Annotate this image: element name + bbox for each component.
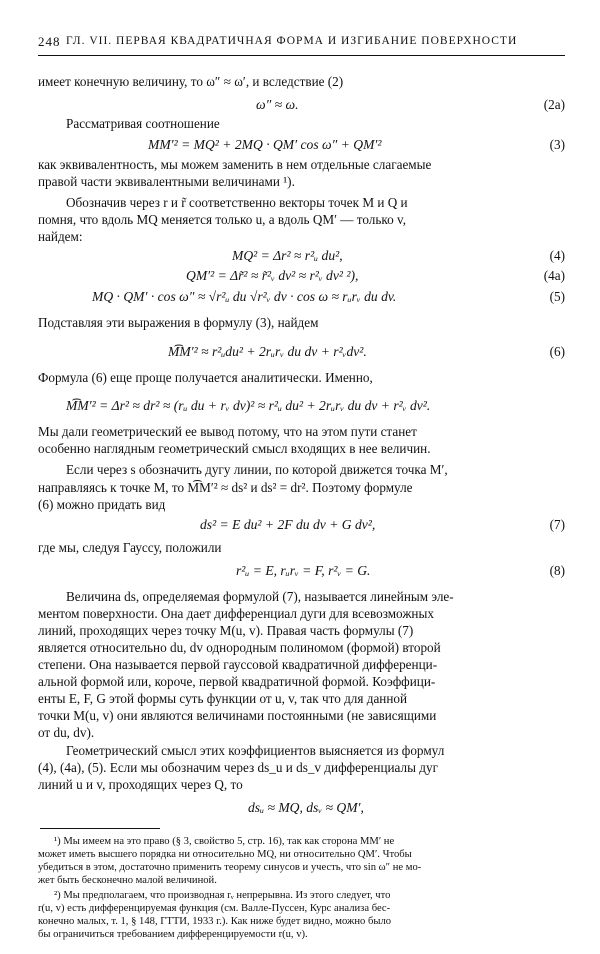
text-line: енты E, F, G этой формы суть функции от u, v, так что для данной [38,691,408,706]
page-number: 248 [38,34,61,49]
text-line: Рассматривая соотношение [66,116,220,131]
equation-arc-elements: dsᵤ ≈ MQ, dsᵥ ≈ QM′, [248,800,364,815]
text-line: Подставляя эти выражения в формулу (3), найдем [38,315,319,330]
equation-number: (4) [549,248,565,263]
text-line: найдем: [38,229,83,244]
text-line: Если через s обозначить дугу линии, по которой движется точка M′, [66,462,448,477]
text-line: точки M(u, v) они являются величинами постоянными (не зависящими [38,708,437,723]
equation-number: (7) [549,517,565,532]
text-line: степени. Она называется первой гауссовой квадратичной дифференци- [38,657,438,672]
footnote-line: жет быть бесконечно малой величиной. [38,875,217,886]
equation-6-analytic: M͡M′² = Δr² ≈ dr² ≈ (rᵤ du + rᵥ dv)² ≈ r²ᵤ du² + 2rᵤrᵥ du dv + r²ᵥ dv². [66,398,431,413]
footnote-line: конечно малых, т. 1, § 148, ГТТИ, 1933 г.). Как ниже будет видно, можно было [38,916,392,927]
equation-number: (4a) [543,268,565,283]
equation-5: MQ · QM′ · cos ω″ ≈ √r²ᵤ du √r²ᵥ dv · cos ω ≈ rᵤrᵥ du dv. [92,289,397,304]
header-rule [38,55,565,56]
text-line: Обозначив через r и r̃ соответственно векторы точек M и Q и [66,195,408,210]
equation-number: (8) [549,563,565,578]
text-line: помня, что вдоль MQ меняется только u, а вдоль QM′ — только v, [38,212,407,227]
running-title: ГЛ. VII. ПЕРВАЯ КВАДРАТИЧНАЯ ФОРМА И ИЗГИБАНИЕ ПОВЕРХНОСТИ [66,35,518,47]
text-line: Мы дали геометрический ее вывод потому, что на этом пути станет [38,424,417,439]
footnote-line: бы ограничиться требованием дифференцируемости r(u, v). [38,929,308,940]
text-line: линий u и v, проходящих через Q, то [38,777,243,792]
text-line: Величина ds, определяемая формулой (7), называется линейным эле- [66,589,454,604]
equation-number: (3) [549,137,565,152]
equation-8: r²ᵤ = E, rᵤrᵥ = F, r²ᵥ = G. [236,563,371,578]
footnote-line: r(u, v) есть дифференцируемая функция (см. Валле-Пуссен, Курс анализа бес- [38,903,391,914]
footnote-rule [40,828,160,829]
text-line: (6) можно придать вид [38,497,166,512]
text-line: является относительно du, dv однородным полиномом (формой) второй [38,640,441,655]
footnote-line: ²) Мы предполагаем, что производная rᵥ непрерывна. Из этого следует, что [54,890,391,901]
equation-4: MQ² = Δr² ≈ r²ᵤ du², [232,248,343,263]
text-line: особенно наглядным геометрический смысл входящих в нее величин. [38,441,431,456]
equation-number: (5) [549,289,565,304]
text-line: как эквивалентность, мы можем заменить в нем отдельные слагаемые [38,157,432,172]
equation-6: M͡M′² ≈ r²ᵤdu² + 2rᵤrᵥ du dv + r²ᵥdv². [168,344,367,359]
text-line: альной формой или, короче, первой квадратичной формой. Коэффици- [38,674,436,689]
text-line: правой части эквивалентными величинами ¹). [38,174,295,189]
footnote-line: может иметь высшего порядка ни относительно MQ, ни относительно QM′. Чтобы [38,849,412,860]
equation-number: (6) [549,344,565,359]
footnote-line: ¹) Мы имеем на это право (§ 3, свойство 5, стр. 16), так как сторона MM′ не [54,836,395,847]
text-line: ментом поверхности. Она дает дифференциал дуги для всевозможных [38,606,434,621]
equation-4a: QM′² = Δr̃² ≈ r̃²ᵥ dv² ≈ r²ᵥ dv² ²), [186,268,359,283]
text-line: направляясь к точке M, то M͡M′² ≈ ds² и ds² = dr². Поэтому формуле [38,480,413,495]
equation-number: (2a) [543,97,565,112]
text-line: где мы, следуя Гауссу, положили [38,540,222,555]
text-line: имеет конечную величину, то ω″ ≈ ω′, и вследствие (2) [38,74,344,89]
text-line: от du, dv). [38,725,95,740]
text-line: линий, проходящих через точку M(u, v). Правая часть формулы (7) [38,623,414,638]
equation-7: ds² = E du² + 2F du dv + G dv², [200,517,376,532]
text-line: (4), (4a), (5). Если мы обозначим через ds_u и ds_v дифференциалы дуг [38,760,438,775]
text-line: Формула (6) еще проще получается аналитически. Именно, [38,370,373,385]
running-header [38,34,568,52]
equation-2a: ω″ ≈ ω. [256,97,299,112]
footnote-line: убедиться в этом, достаточно применить теорему синусов и учесть, что sin ω″ не мо- [38,862,422,873]
text-line: Геометрический смысл этих коэффициентов выясняется из формул [66,743,445,758]
equation-3: MM′² = MQ² + 2MQ · QM′ cos ω″ + QM′² [148,137,382,152]
